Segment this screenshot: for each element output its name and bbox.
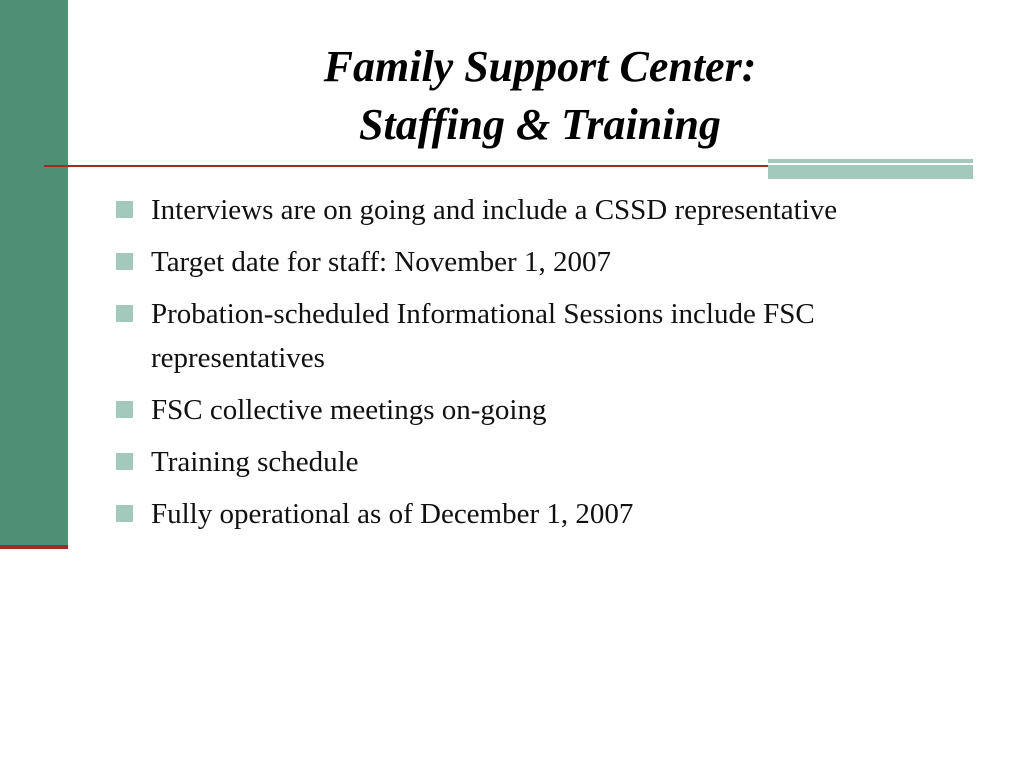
bullet-item: [116, 292, 916, 380]
left-sidebar-bar: [0, 0, 68, 545]
square-bullet-icon: [116, 505, 133, 522]
bullet-item: [116, 440, 916, 484]
square-bullet-icon: [116, 305, 133, 322]
bullet-text: FSC collective meetings on-going: [151, 394, 547, 426]
bullet-text: Target date for staff: November 1, 2007: [151, 246, 611, 278]
bullet-item: [116, 388, 916, 432]
square-bullet-icon: [116, 401, 133, 418]
accent-bar: [768, 159, 973, 179]
bullet-item: [116, 188, 916, 232]
bullet-item: [116, 240, 916, 284]
square-bullet-icon: [116, 253, 133, 270]
slide-title: [140, 38, 940, 154]
square-bullet-icon: [116, 201, 133, 218]
title-line-1: Family Support Center:: [323, 42, 757, 91]
bullet-text: Training schedule: [151, 446, 359, 478]
square-bullet-icon: [116, 453, 133, 470]
bullet-text: Interviews are on going and include a CSSD representative: [151, 194, 838, 226]
title-line-2: Staffing & Training: [359, 100, 721, 149]
sidebar-underline: [0, 545, 68, 549]
bullet-text: Probation-scheduled Informational Sessions include FSC representatives: [151, 298, 815, 374]
bullet-list: [116, 188, 916, 544]
bullet-text: Fully operational as of December 1, 2007: [151, 498, 634, 530]
bullet-item: [116, 492, 916, 536]
